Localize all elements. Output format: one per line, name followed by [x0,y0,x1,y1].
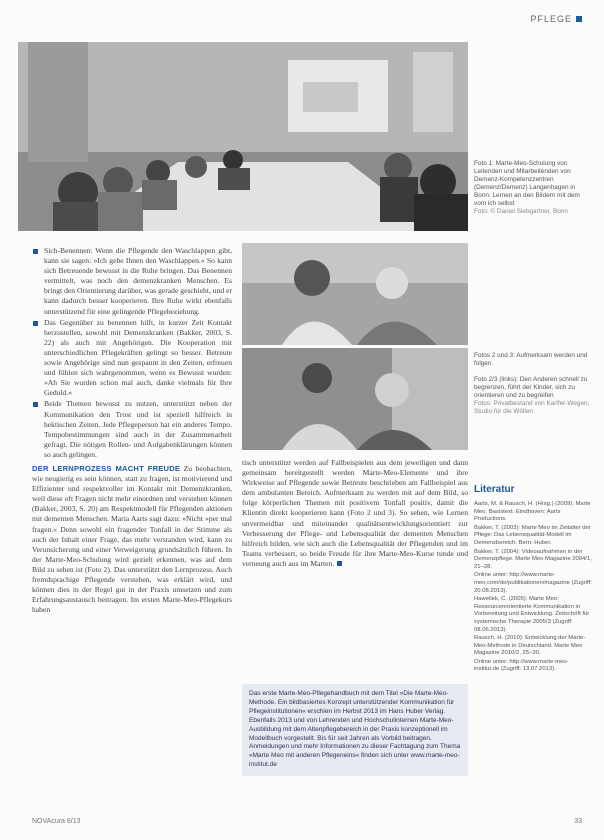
photo-care-1 [242,243,468,345]
literature-item: Rausch, H. (2010): Entwicklung der Marte-Meo-Methode in Deutschland. Marte Meo Magazine 2010/2, 25–30. [474,635,586,657]
section-label: PFLEGE [530,14,582,24]
column-left [32,246,232,615]
bullet-item: Das Gegenüber zu benennen hilft, in kurzer Zeit Kontakt herzustellen, sowohl mit Demenzkranken (Bakker, 2003, S. 22) als auch mit Angehörigen. Die Kooperation mit unterschiedlichen Pflegekräften gelingt so besser. Betreute sowie Angehörige sind nun gespannt in den Zeiten, erfreuen und fühlen sich wahrgenommen, wenn es Bewusst wurden: »Ah Sie wurden schon mal auch, danke vielmals für Ihre Geduld.« [32,318,232,399]
paragraph: Zu beobachten, wie neugierig es sein können, statt zu fragen, ist motivierend und Effizienter und respektvoller im Kontakt mit Demenzkranken, weil diese oft Fragen nicht mehr einordnen und verstehen können (Bakker, 2003, S. 20) am Respektmodell für Pflegenden aktionen mit dementen Menschen. Maria Aarts sagt dazu: »Nicht »per mal fragen.« Denn sowohl ein fragender Tonfall in der Stimme als auch der Inhalt einer Frage, das mehr verstanden wird, kann zu Verunsicherung und einer Verweigerung grundsätzlich führen. In der Marte-Meo-Schulung wird gezielt erkennen, was auf dem Bild zu sehen ist (Foto 2). Das unterstützt den Lernprozess. Auch fremdsprachige Pflegende verstehen, was erklärt wird, und können dies in der Regel gut in der Praxis umsetzen und zum Erfahrungsaustausch beitragen. Im ersten Marte-Meo-Pflegekurs haben [32,463,233,615]
literature-title: Literatur [474,484,515,495]
photo-seminar [18,42,468,231]
photo23-caption: Fotos 2 und 3: Aufmerksam werden und folgen. Foto 2/3 (links): Den Anderen schnell zu begrenzen, führt der Kinder, sich zu orientieren und zu begreifen Fotos: Privatbestand von Karlfer-Wegen, Studio für die Wöllen [474,352,590,415]
column-middle [242,458,468,569]
literature-item: Bakker, T. (2004): Videoaufnahmen in der Demenzpflege. Marte Meo Magazine 2004/1, 21–28. [474,548,592,570]
end-mark [337,561,342,566]
page-number: 33 [574,818,582,825]
literature [474,484,592,675]
bullet-item: Beide Themen bewusst zu nutzen, unterstützt neben der Kommunikation den Trost und ist speziell hilfreich in hektischen Zeiten. Jede Pflegeperson hat ein anderes Tempo. Tempobestimmungen sind auch in der Zusammenarbeit gefragt. Die nötigen Rollen- und Aufgabenklärungen können so auch gelingen. [32,399,232,460]
paragraph: tisch unterstützt werden auf Fallbeispielen aus dem jeweiligen und dann gemeinsam bereitgestellt werden Marte-Meo-Elemente und ihre Wirkweise auf Pflegende sowie Betreute beschrieben am Fallbeispiel aus dem ambulanten Bereich. Aufmerksam zu werden mit auf dem Bild, so folge körperlichen Themen mit positivem Tonfall positiv, damit die Klientin direkt kooperieren kann (Foto 2 und 3). So sehen, wie Lernen unvermeidbar und miteinander qualitätsentwicklungsorientiert zur Verbesserung der Pflege- und Lebensqualität der dementen Menschen hilfreich bilden, wie sich auch die Lebensqualität der Pflegenden und im Teams verbessert, so beide Freude für ihre Marte-Meo-Kurse tunde und verneung auch aus im Marten. [242,458,468,568]
bullet-item: Sich-Benennen: Wenn die Pflegende den Waschlappen gibt, kann sie sagen: »Ich gebe Ihnen den Waschlappen.« So kann sich Betreuende bewusst in die Ruhe bringen. Das Benennen vermittelt, was noch den demenzkranken Menschen. Es bringt den Orientierung darüber, was gerade geschieht, und er kann dadurch besser kooperieren. Ihre Ruhe wirkt ebenfalls unterstützend für eine gelingende Pflegebeziehung. [32,246,232,317]
literature-item: Aarts, M. & Rausch, H. (Hrsg.) (2009): Marte Meo. Basistext. Eindhoven: Aarts Productions. [474,501,591,523]
section-marker [576,16,582,22]
footer-issue: NOVAcura 8/13 [32,818,81,825]
literature-item: Online unter: http://www.marte-meo.com/de/publikationen/magazine (Zugriff: 20.08.2013). [474,572,592,594]
photo-care-2 [242,348,468,450]
literature-item: Hawellek, C. (2005): Marte Meo: Ressourcenorientierte Kommunikation in Vorbereitung und Entwicklung. Zeitschrift für systemische Therapie 2005/3 (Zugriff: 08.06.2013). [474,596,590,633]
info-box: Das erste Marte-Meo-Pflegehandbuch mit dem Titel »Die Marte-Meo-Methode. Ein bildbasiertes Konzept unterstützender Kommunikation für Pflegeinstitutionen« erschien im Herbst 2013 im Hans Huber Verlag. Ebenfalls 2013 und von Lehrenden und Hochschulinternen Marte-Meo-Ausbildung mit dem Altenpflegebereich in der Praxis konzeptionell im Modellbuch vorgestellt. Bis für seit Jahren als Vorbild beitragen. Anmeldungen und mehr Informationen zu dieser Fachtagung zum Thema »Marte Meo mit anderen Pflegeneins« finden sich unter www.marte-meo-institut.de [242,684,468,776]
subheading: DER LERNPROZESS MACHT FREUDE [32,463,181,473]
photo1-caption: Foto 1: Marte-Meo-Schulung von Leitenden und Mitarbeitenden von Demenz-Kompetenzzentren (Demenz/Demenz) Langenhagen in Bonn: Lernen an den Bildern mit dem vom ich selbst Foto: © Daniel Siebgartner, Bonn [474,160,580,215]
literature-item: Online unter: http://www.marte-meo-institut.de (Zugriff: 13.07.2013). [474,658,569,673]
literature-item: Bakker, T. (2003): Marte Meo im Zeitalter der Pflege: Das Lebensqualität-Modell im Demenzbereich. Bern: Huber. [474,524,591,546]
